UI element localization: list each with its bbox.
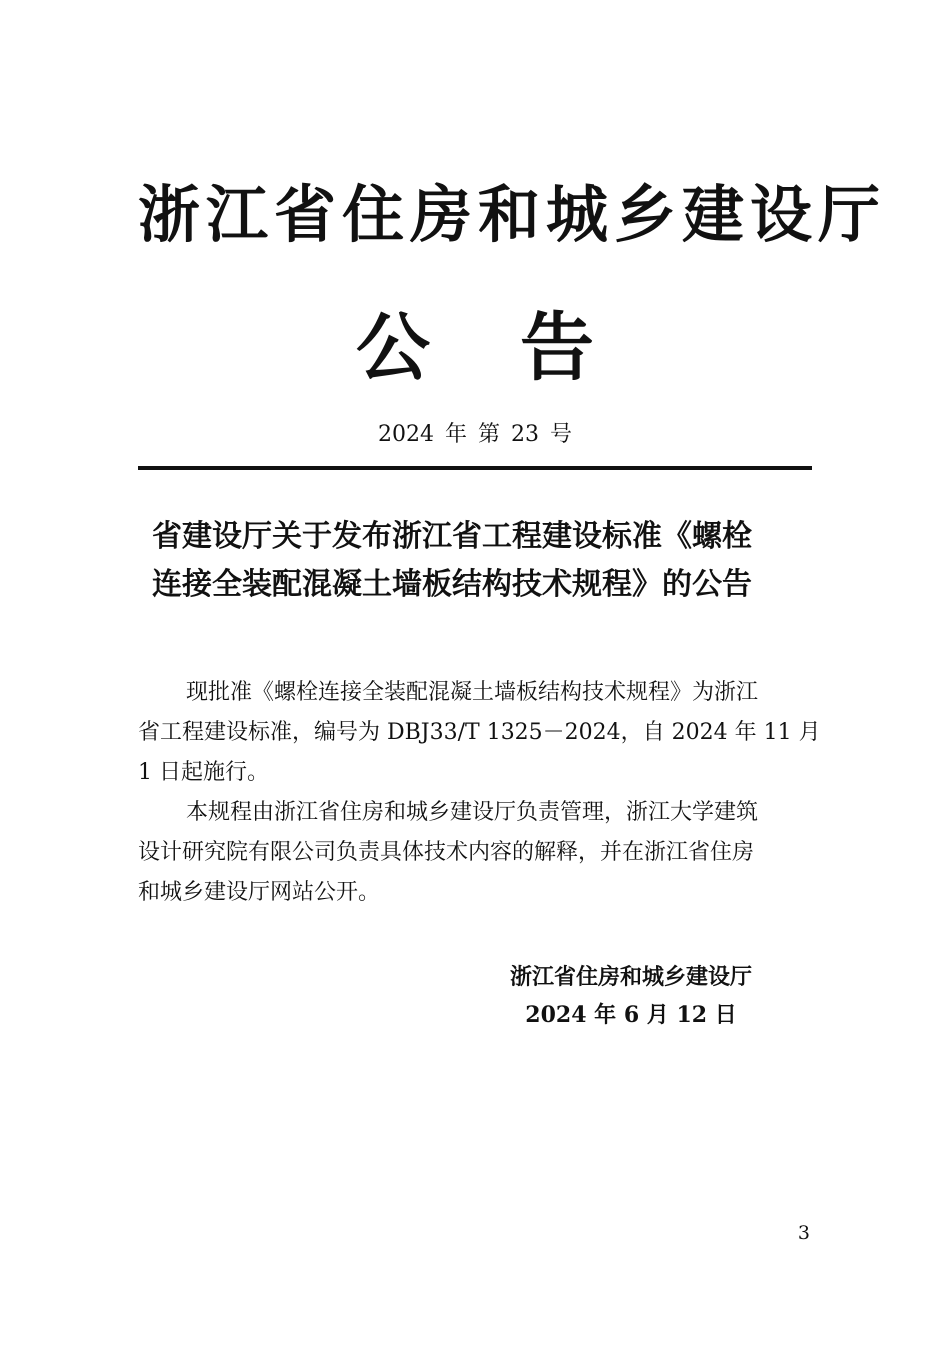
body-paragraph-2-line: 和城乡建设厅网站公开。 <box>138 880 381 905</box>
body-paragraph-1-line: 省工程建设标准，编号为 DBJ33/T 1325－2024，自 2024 年 11 月 <box>138 720 821 745</box>
body-paragraph-1-line: 1 日起施行。 <box>138 760 269 785</box>
signature-block <box>450 958 812 1034</box>
document-body <box>138 673 821 913</box>
issue-number: 2024 年 第 23 号 <box>378 422 572 447</box>
document-title <box>152 513 812 609</box>
document-title-line: 连接全装配混凝土墙板结构技术规程》的公告 <box>152 567 752 602</box>
organization-header: 浙江省住房和城乡建设厅 <box>138 178 887 251</box>
body-paragraph-1-line: 现批准《螺栓连接全装配混凝土墙板结构技术规程》为浙江 <box>186 680 759 705</box>
signature-date: 2024 年 6 月 12 日 <box>525 1002 737 1028</box>
signature-organization: 浙江省住房和城乡建设厅 <box>509 964 752 990</box>
body-paragraph-2-line: 设计研究院有限公司负责具体技术内容的解释，并在浙江省住房 <box>138 840 755 865</box>
page-number: 3 <box>797 1222 810 1244</box>
document-title-line: 省建设厅关于发布浙江省工程建设标准《螺栓 <box>152 519 752 554</box>
header-divider <box>138 466 812 470</box>
notice-label: 公告 <box>356 305 684 391</box>
body-paragraph-2-line: 本规程由浙江省住房和城乡建设厅负责管理，浙江大学建筑 <box>186 800 759 825</box>
